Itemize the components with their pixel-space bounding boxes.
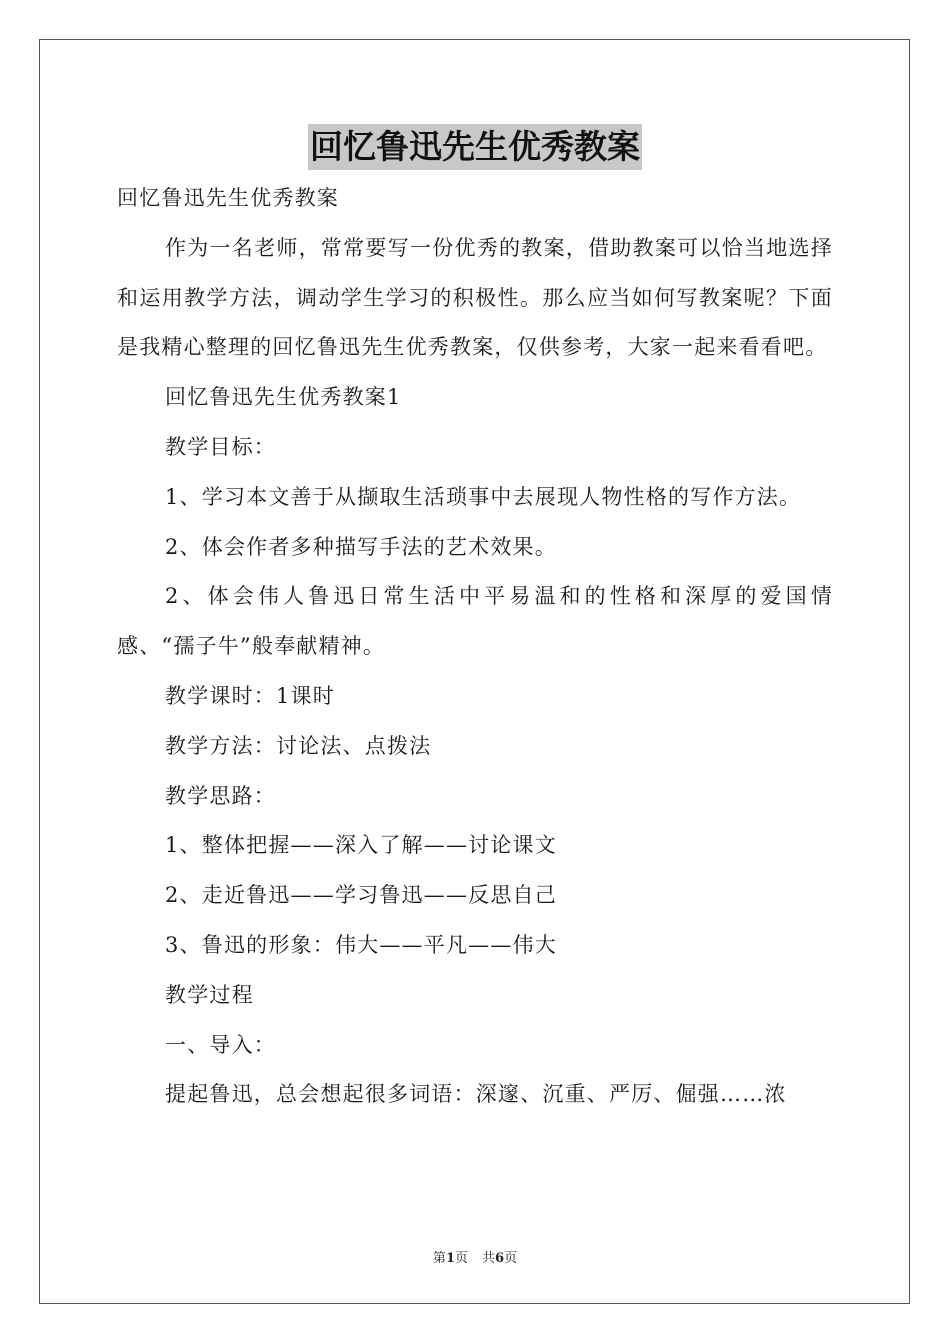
paragraph: 1、学习本文善于从撷取生活琐事中去展现人物性格的写作方法。 (165, 484, 802, 509)
paragraph: 提起鲁迅，总会想起很多词语：深邃、沉重、严厉、倔强……浓 (165, 1082, 787, 1107)
paragraph: 2、体会作者多种描写手法的艺术效果。 (165, 534, 557, 559)
footer-page-suffix: 页 (454, 1251, 468, 1266)
paragraph: 回忆鲁迅先生优秀教案 (117, 186, 339, 210)
paragraph: 作为一名老师，常常要写一份优秀的教案，借助教案可以恰当地选择和运用教学方法，调动学生学习的积极性。那么应当如何写教案呢？下面是我精心整理的回忆鲁迅先生优秀教案，仅供参考，大家一起来看看吧。 (117, 235, 833, 360)
footer-page-prefix: 第 (432, 1251, 446, 1266)
footer-total-pages: 6 (495, 1251, 505, 1266)
paragraph: 回忆鲁迅先生优秀教案1 (165, 385, 402, 410)
paragraph: 教学过程 (165, 982, 254, 1007)
paragraph: 教学目标： (165, 434, 276, 459)
footer-total-prefix: 共 (482, 1251, 496, 1266)
paragraph: 教学课时：1课时 (165, 683, 335, 708)
page-footer (0, 1247, 950, 1266)
paragraph: 教学方法：讨论法、点拨法 (165, 733, 432, 758)
paragraph: 2、体会伟人鲁迅日常生活中平易温和的性格和深厚的爱国情感、“孺子牛”般奉献精神。 (117, 584, 833, 659)
paragraph: 教学思路： (165, 783, 276, 808)
footer-total-suffix: 页 (504, 1251, 518, 1266)
paragraph: 2、走近鲁迅——学习鲁迅——反思自己 (165, 883, 557, 908)
document-body (117, 174, 833, 1120)
paragraph: 一、导入： (165, 1032, 276, 1057)
paragraph: 3、鲁迅的形象：伟大——平凡——伟大 (165, 932, 557, 957)
title-container (0, 124, 950, 170)
footer-page-number: 1 (445, 1251, 455, 1266)
document-title: 回忆鲁迅先生优秀教案 (308, 124, 642, 170)
paragraph: 1、整体把握——深入了解——讨论课文 (165, 833, 557, 858)
